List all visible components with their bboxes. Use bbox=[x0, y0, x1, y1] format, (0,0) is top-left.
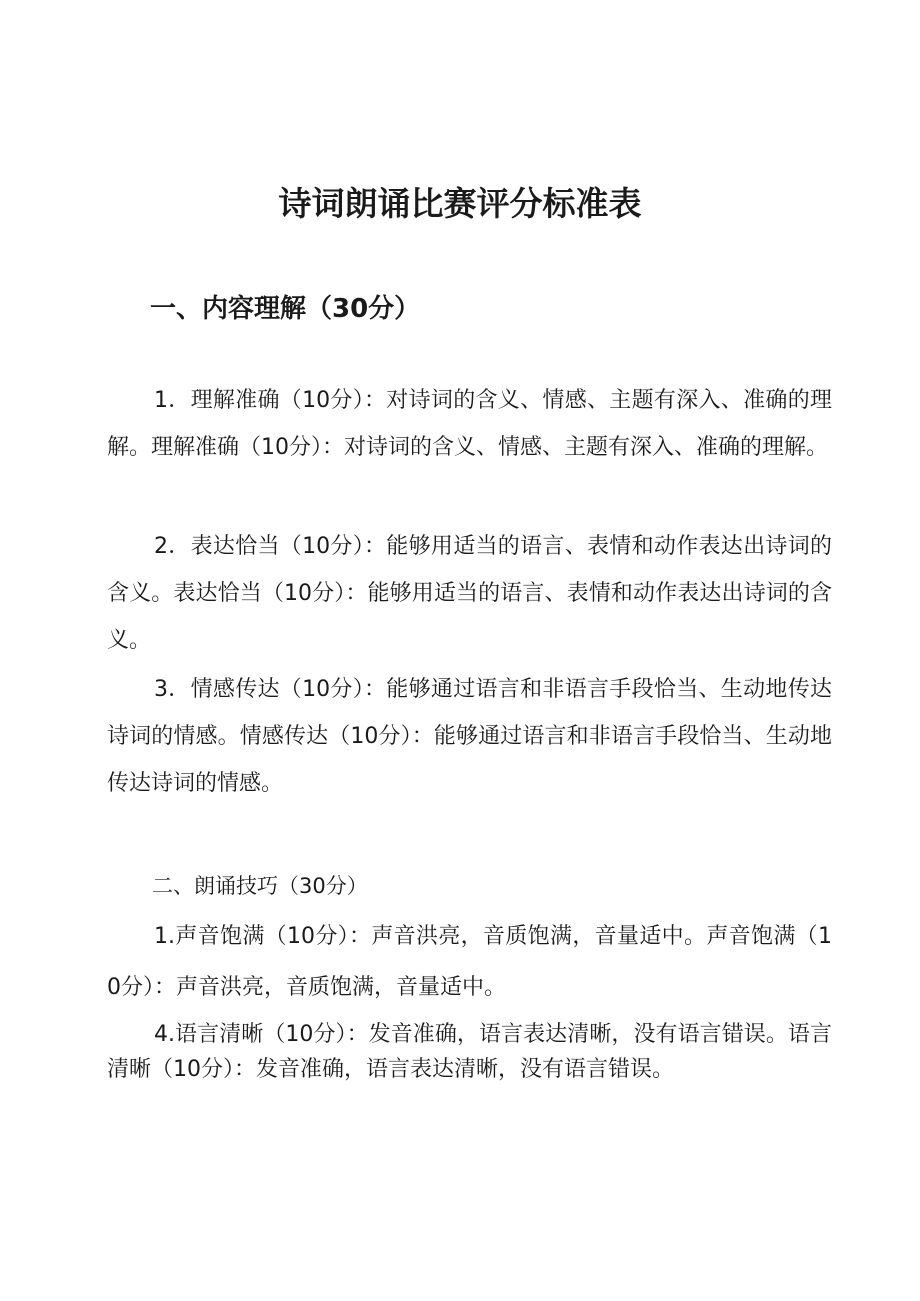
section-heading-content-understanding: 一、内容理解（30分） bbox=[150, 294, 421, 324]
criterion-understanding-accuracy: 1．理解准确（10分）：对诗词的含义、情感、主题有深入、准确的理解。理解准确（10分）：对诗词的含义、情感、主题有深入、准确的理解。 bbox=[107, 388, 832, 460]
criterion-voice-full: 1.声音饱满（10分）：声音洪亮，音质饱满，音量适中。声音饱满（10分）：声音洪亮，音质饱满，音量适中。 bbox=[107, 924, 832, 1000]
criterion-expression-appropriate: 2．表达恰当（10分）：能够用适当的语言、表情和动作表达出诗词的含义。表达恰当（10分）：能够用适当的语言、表情和动作表达出诗词的含义。 bbox=[107, 534, 832, 653]
criterion-language-clear: 4.语言清晰（10分）：发音准确，语言表达清晰，没有语言错误。语言清晰（10分）：发音准确，语言表达清晰，没有语言错误。 bbox=[107, 1022, 832, 1082]
criterion-emotion-conveyance: 3．情感传达（10分）：能够通过语言和非语言手段恰当、生动地传达诗词的情感。情感传达（10分）：能够通过语言和非语言手段恰当、生动地传达诗词的情感。 bbox=[107, 677, 832, 796]
section-heading-recitation-skills: 二、朗诵技巧（30分） bbox=[152, 874, 368, 898]
document-title: 诗词朗诵比赛评分标准表 bbox=[278, 184, 642, 223]
